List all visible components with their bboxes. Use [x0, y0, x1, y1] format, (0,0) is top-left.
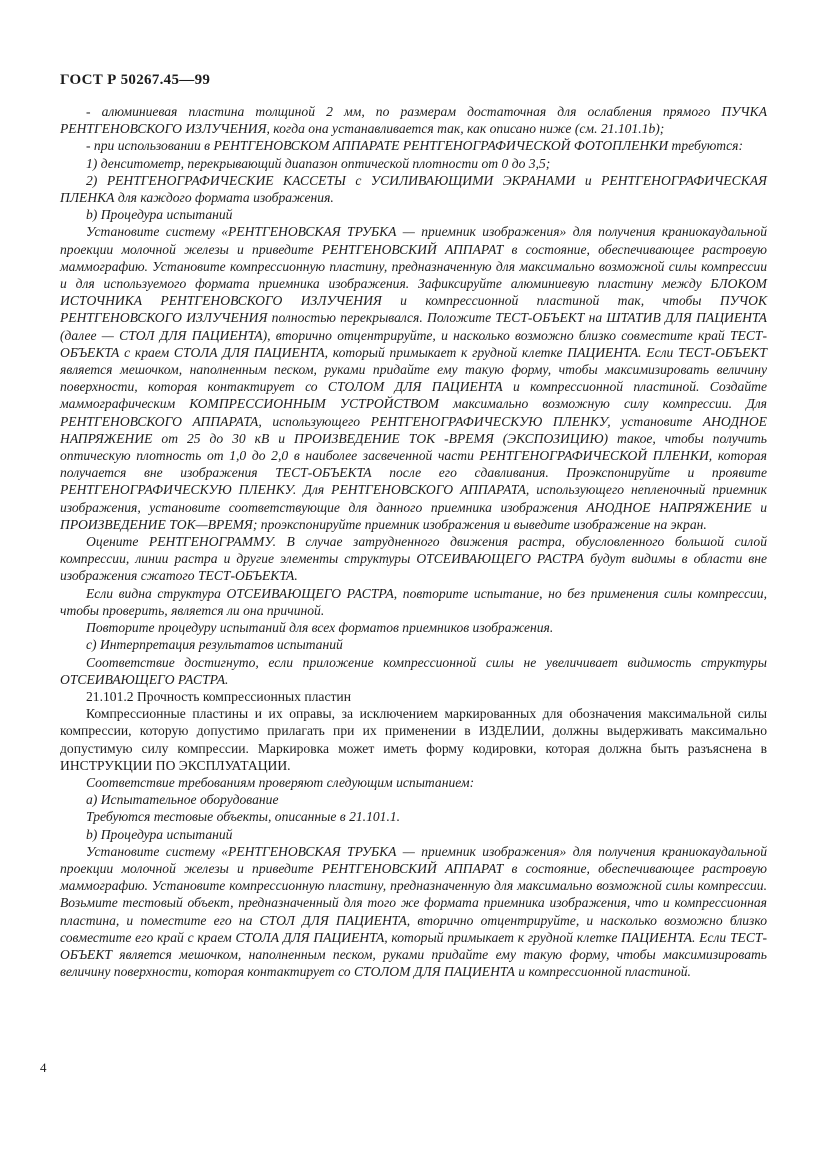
paragraph: Требуются тестовые объекты, описанные в 21.101.1. [86, 809, 401, 825]
document-body [60, 103, 767, 980]
paragraph: Соответствие требованиям проверяют следующим испытанием: [86, 774, 475, 790]
paragraph: - алюминиевая пластина толщиной 2 мм, по размерам достаточная для ослабления прямого ПУЧКА РЕНТГЕНОВСКОГО ИЗЛУЧЕНИЯ, когда она устанавливается так, как описано ниже (см. 21.101.1b); [60, 104, 767, 137]
clause-heading: 21.101.2 Прочность компрессионных пластин [86, 688, 351, 704]
paragraph: 2) РЕНТГЕНОГРАФИЧЕСКИЕ КАССЕТЫ с УСИЛИВАЮЩИМИ ЭКРАНАМИ и РЕНТГЕНОГРАФИЧЕСКАЯ ПЛЕНКА для каждого формата изображения. [60, 172, 767, 206]
section-heading: a) Испытательное оборудование [86, 792, 279, 808]
paragraph: Оцените РЕНТГЕНОГРАММУ. В случае затрудненного движения растра, обусловленного большой силой компрессии, линии растра и другие элементы структуры ОТСЕИВАЮЩЕГО РАСТРА будут видимы в области вне изображения сжатого ТЕСТ-ОБЪЕКТА. [60, 534, 767, 584]
paragraph: - при использовании в РЕНТГЕНОВСКОМ АППАРАТЕ РЕНТГЕНОГРАФИЧЕСКОЙ ФОТОПЛЕНКИ требуются: [86, 138, 743, 154]
document-header: ГОСТ Р 50267.45—99 [60, 72, 211, 88]
paragraph: Компрессионные пластины и их оправы, за исключением маркированных для обозначения максимальной силы компрессии, которую допустимо прилагать при их применении в ИЗДЕЛИИ, должны выдерживать максимально допустимую силу компрессии. Маркировка может иметь форму кодировки, которая должна быть разъяснена в ИНСТРУКЦИИ ПО ЭКСПЛУАТАЦИИ. [60, 706, 767, 773]
paragraph: Повторите процедуру испытаний для всех форматов приемников изображения. [86, 620, 554, 636]
paragraph: 1) денситометр, перекрывающий диапазон оптической плотности от 0 до 3,5; [86, 155, 551, 171]
paragraph: Установите систему «РЕНТГЕНОВСКАЯ ТРУБКА — приемник изображения» для получения краниокаудальной проекции молочной железы и приведите РЕНТГЕНОВСКИЙ АППАРАТ в состояние, обеспечивающее растровую маммографию. Установите компрессионную пластину, предназначенную для максимально возможной силы компрессии и для используемого формата приемника изображения. Зафиксируйте алюминиевую пластину между БЛОКОМ ИСТОЧНИКА РЕНТГЕНОВСКОГО ИЗЛУЧЕНИЯ и компрессионной пластиной так, чтобы ПУЧОК РЕНТГЕНОВСКОГО ИЗЛУЧЕНИЯ полностью перекрывался. Положите ТЕСТ-ОБЪЕКТ на ШТАТИВ ДЛЯ ПАЦИЕНТА (далее — СТОЛ ДЛЯ ПАЦИЕНТА), вторично отцентрируйте, и насколько возможно близко совместите край ТЕСТ-ОБЪЕКТА с краем СТОЛА ДЛЯ ПАЦИЕНТА, который примыкает к грудной клетке ПАЦИЕНТА. Если ТЕСТ-ОБЪЕКТ является мешочком, наполненным песком, руками придайте ему такую форму, чтобы максимизировать величину поверхности, которая контактирует со СТОЛОМ ДЛЯ ПАЦИЕНТА и компрессионной пластиной. Создайте маммографическим КОМПРЕССИОННЫМ УСТРОЙСТВОМ максимально возможную силу компрессии. Для РЕНТГЕНОВСКОГО АППАРАТА, использующего РЕНТГЕНОГРАФИЧЕСКУЮ ПЛЕНКУ, установите АНОДНОЕ НАПРЯЖЕНИЕ от 25 до 30 кВ и ПРОИЗВЕДЕНИЕ ТОК -ВРЕМЯ (ЭКСПОЗИЦИЮ) такое, чтобы получить оптическую плотность от 1,0 до 2,0 в наиболее засвеченной части РЕНТГЕНОГРАФИЧЕСКОЙ ПЛЕНКИ, которая получается вне изображения ТЕСТ-ОБЪЕКТА после его сдавливания. Проэкспонируйте и проявите РЕНТГЕНОГРАФИЧЕСКУЮ ПЛЕНКУ. Для РЕНТГЕНОВСКОГО АППАРАТА, использующего непленочный приемник изображения, установите соответствующие для данного приемника изображения АНОДНОЕ НАПРЯЖЕНИЕ и ПРОИЗВЕДЕНИЕ ТОК—ВРЕМЯ; проэкспонируйте приемник изображения и выведите изображение на экран. [60, 224, 767, 532]
section-heading: b) Процедура испытаний [86, 826, 233, 842]
paragraph: Соответствие достигнуто, если приложение компрессионной силы не увеличивает видимость структуры ОТСЕИВАЮЩЕГО РАСТРА. [60, 654, 767, 687]
page-number: 4 [40, 1060, 47, 1075]
paragraph: Установите систему «РЕНТГЕНОВСКАЯ ТРУБКА — приемник изображения» для получения краниокаудальной проекции молочной железы и приведите РЕНТГЕНОВСКИЙ АППАРАТ в состояние, обеспечивающее растровую маммографию. Установите компрессионную пластину, предназначенную для максимально возможной силы компрессии. Возьмите тестовый объект, предназначенный для того же формата приемника изображения, что и компрессионная пластина, и поместите его на СТОЛ ДЛЯ ПАЦИЕНТА, вторично отцентрируйте, и насколько возможно близко совместите его край с краем СТОЛА ДЛЯ ПАЦИЕНТА, который примыкает к грудной клетке ПАЦИЕНТА. Если ТЕСТ-ОБЪЕКТ является мешочком, наполненным песком, руками придайте ему такую форму, чтобы максимизировать величину поверхности, которая контактирует со СТОЛОМ ДЛЯ ПАЦИЕНТА и компрессионной пластиной. [60, 843, 767, 980]
paragraph: Если видна структура ОТСЕИВАЮЩЕГО РАСТРА, повторите испытание, но без применения силы компрессии, чтобы проверить, является ли она причиной. [60, 585, 767, 618]
section-heading: c) Интерпретация результатов испытаний [86, 637, 343, 653]
section-heading: b) Процедура испытаний [86, 207, 233, 223]
